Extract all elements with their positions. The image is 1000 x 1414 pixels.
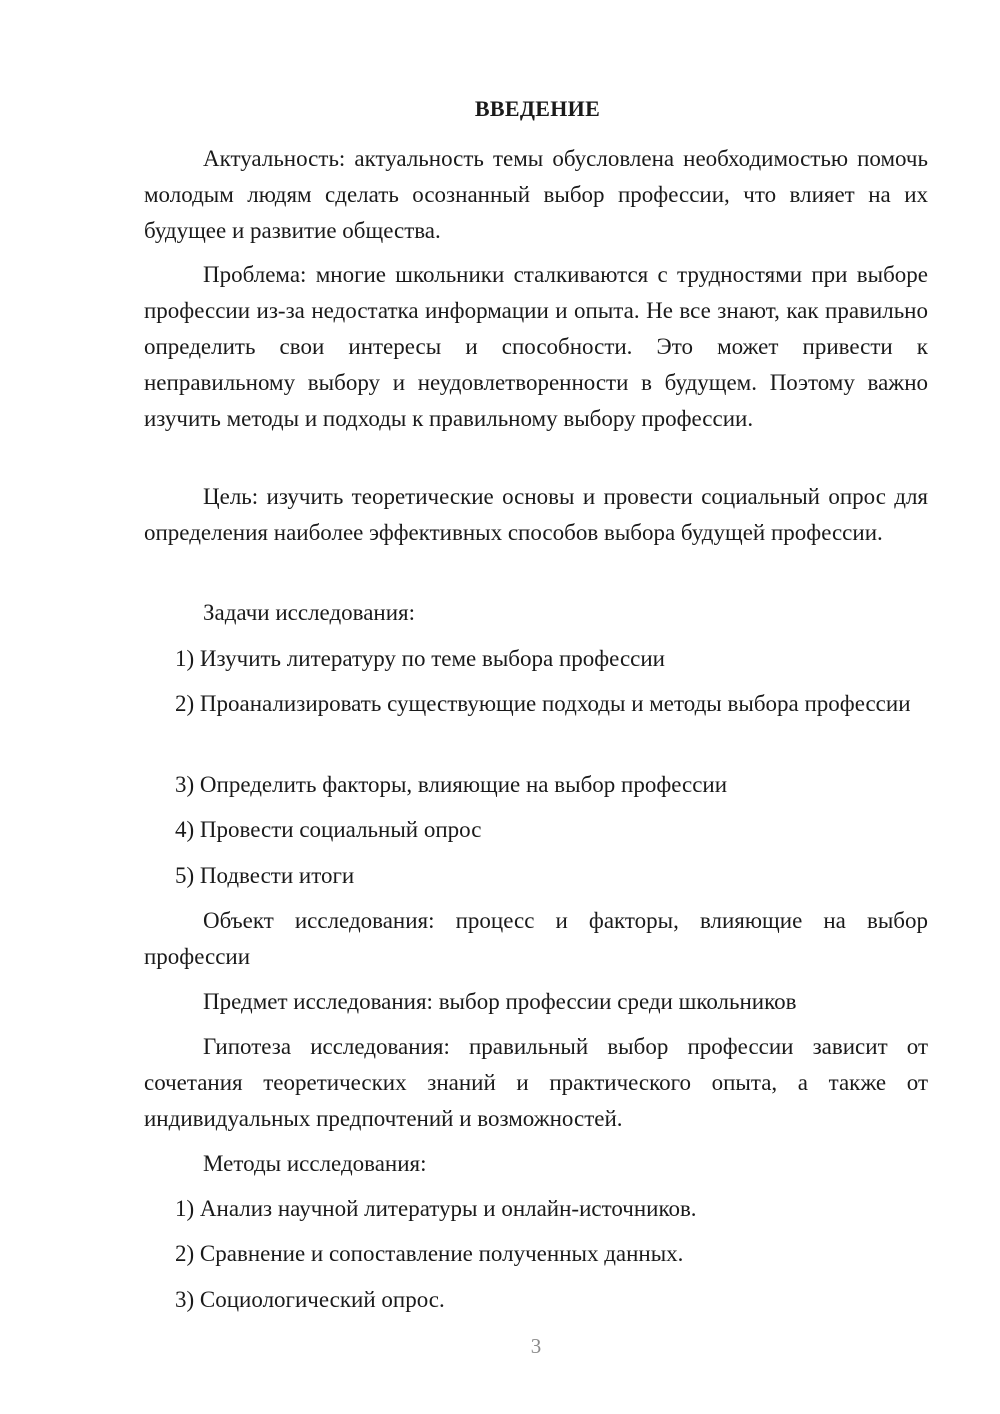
goal-paragraph: Цель: изучить теоретические основы и провести социальный опрос для определения наиболее эффективных способов выбора будущей профессии. xyxy=(144,484,928,545)
methods-heading: Методы исследования: xyxy=(203,1151,427,1176)
problem-paragraph: Проблема: многие школьники сталкиваются с трудностями при выборе профессии из-за недостатка информации и опыта. Не все знают, как правильно определить свои интересы и способности. Это может привести к неправильному выбору и неудовлетворенности в будущем. Поэтому важно изучить методы и подходы к правильному выбору профессии. xyxy=(144,262,928,431)
section-title: ВВЕДЕНИЕ xyxy=(474,96,601,121)
task-item-1: 1) Изучить литературу по теме выбора профессии xyxy=(175,646,665,671)
relevance-paragraph: Актуальность: актуальность темы обусловлена необходимостью помочь молодым людям сделать осознанный выбор профессии, что влияет на их будущее и развитие общества. xyxy=(144,146,928,243)
task-item-5: 5) Подвести итоги xyxy=(175,863,355,888)
method-item-1: 1) Анализ научной литературы и онлайн-источников. xyxy=(175,1196,697,1221)
task-item-3: 3) Определить факторы, влияющие на выбор профессии xyxy=(175,772,728,797)
tasks-heading: Задачи исследования: xyxy=(203,600,416,625)
task-item-2: 2) Проанализировать существующие подходы и методы выбора профессии xyxy=(175,691,911,716)
object-paragraph: Объект исследования: процесс и факторы, влияющие на выбор профессии xyxy=(144,908,928,969)
method-item-2: 2) Сравнение и сопоставление полученных данных. xyxy=(175,1241,684,1266)
subject-paragraph: Предмет исследования: выбор профессии среди школьников xyxy=(203,989,797,1014)
task-item-4: 4) Провести социальный опрос xyxy=(175,817,482,842)
page-number: 3 xyxy=(530,1334,542,1358)
hypothesis-paragraph: Гипотеза исследования: правильный выбор профессии зависит от сочетания теоретических знаний и практического опыта, а также от индивидуальных предпочтений и возможностей. xyxy=(144,1034,928,1131)
method-item-3: 3) Социологический опрос. xyxy=(175,1287,445,1312)
